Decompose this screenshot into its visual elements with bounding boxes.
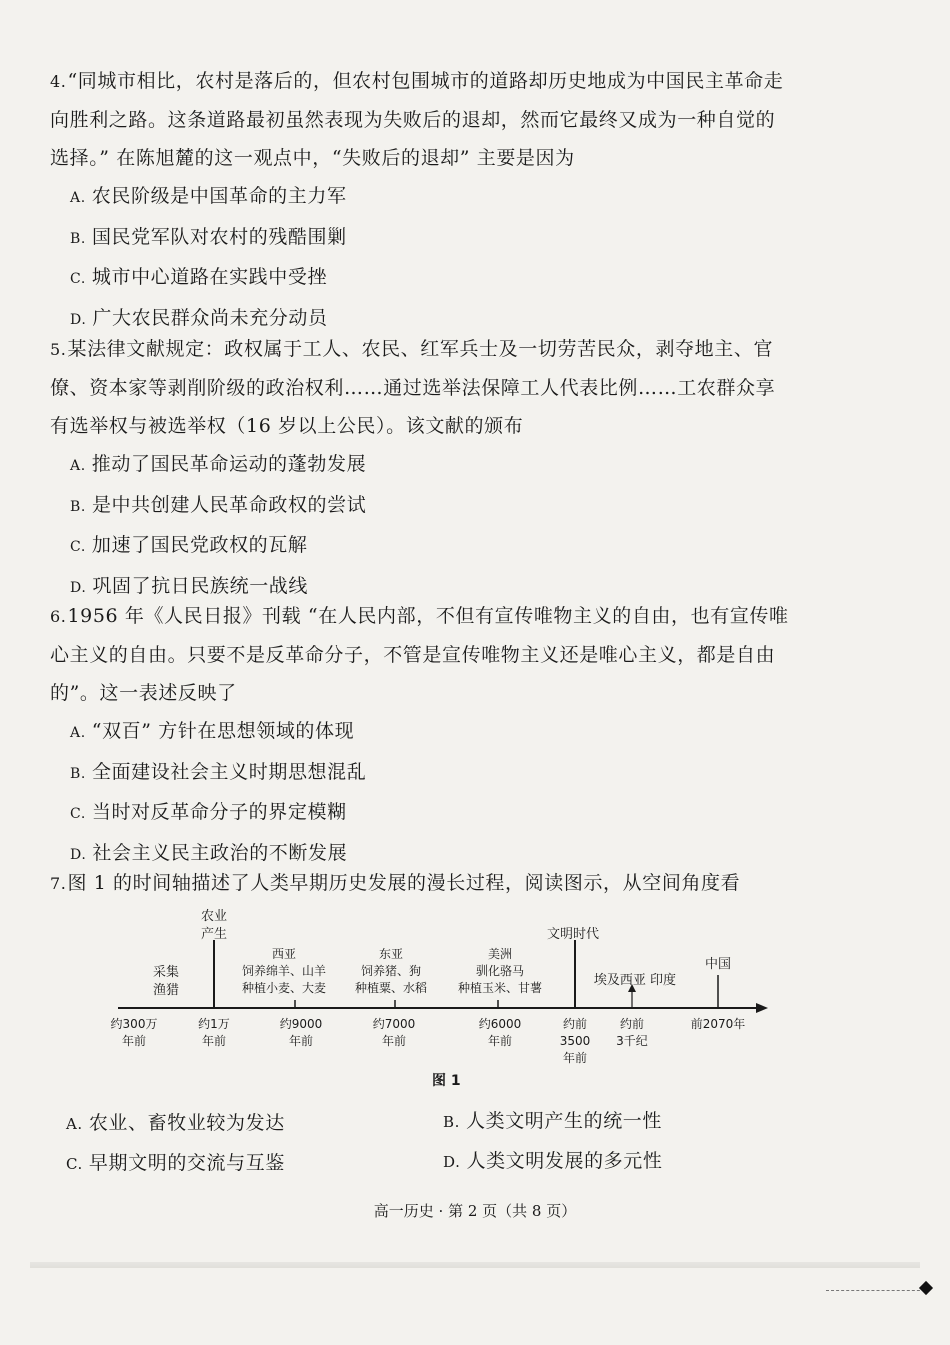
- question-4: [50, 62, 850, 339]
- question-6: [50, 597, 850, 874]
- question-6-stem-line-1: 6.1956 年《人民日报》刊载 “在人民内部，不但有宣传唯物主义的自由，也有宣传唯: [50, 605, 789, 627]
- question-6-option-d: D. 社会主义民主政治的不断发展: [70, 841, 348, 864]
- tick-label-3m-1: 约300万: [110, 1017, 158, 1031]
- label-westasia-3: 种植小麦、大麦: [241, 981, 327, 995]
- label-egypt-westasia-india: 埃及西亚 印度: [593, 973, 677, 988]
- question-6-option-c: C. 当时对反革命分子的界定模糊: [70, 801, 347, 823]
- label-gather-2: 渔猎: [152, 983, 180, 998]
- tick-label-7000-1: 约7000: [372, 1017, 416, 1031]
- question-6-stem-line-2: 心主义的自由。只要不是反革命分子，不管是宣传唯物主义还是唯心主义，都是自由: [50, 644, 776, 666]
- tick-label-3500-2: 3500: [559, 1034, 591, 1048]
- tick-label-9000-2: 年前: [288, 1034, 314, 1048]
- question-6-number: 6.: [50, 607, 67, 626]
- figure-caption: 图 1: [432, 1073, 461, 1089]
- question-4-option-b: B. 国民党军队对农村的残酷围剿: [70, 225, 347, 248]
- timeline-arrow-icon: [756, 1003, 768, 1013]
- question-7-option-c: C. 早期文明的交流与互鉴: [66, 1152, 285, 1174]
- question-4-option-a: A. 农民阶级是中国革命的主力军: [70, 185, 347, 207]
- tick-label-10k-1: 约1万: [198, 1017, 230, 1031]
- tick-label-9000-1: 约9000: [279, 1017, 323, 1031]
- question-4-stem-line-2: 向胜利之路。这条道路最初虽然表现为失败后的退却，然而它最终又成为一种自觉的: [50, 109, 776, 131]
- question-7: [50, 864, 850, 903]
- page-footer: 高一历史 · 第 2 页（共 8 页）: [373, 1202, 577, 1220]
- question-5-option-c: C. 加速了国民党政权的瓦解: [70, 534, 308, 556]
- timeline-figure: [100, 900, 780, 1065]
- question-5-option-b: B. 是中共创建人民革命政权的尝试: [70, 493, 367, 516]
- tick-label-7000-2: 年前: [381, 1034, 407, 1048]
- tick-label-6000-2: 年前: [487, 1034, 513, 1048]
- question-4-option-d: D. 广大农民群众尚未充分动员: [70, 306, 328, 329]
- label-china: 中国: [704, 957, 732, 972]
- label-agri-2: 产生: [200, 927, 228, 942]
- tick-label-3500-1: 约前: [562, 1017, 588, 1031]
- question-5-stem-line-3: 有选举权与被选举权（16 岁以上公民）。该文献的颁布: [50, 415, 524, 437]
- tick-label-10k-2: 年前: [201, 1034, 227, 1048]
- question-7-stem: 7.图 1 的时间轴描述了人类早期历史发展的漫长过程，阅读图示，从空间角度看: [50, 872, 741, 894]
- question-4-option-c: C. 城市中心道路在实践中受挫: [70, 266, 328, 288]
- corner-mark: [826, 1290, 930, 1301]
- label-america-1: 美洲: [487, 947, 513, 961]
- question-4-stem-line-3: 选择。” 在陈旭麓的这一观点中，“失败后的退却” 主要是因为: [50, 147, 575, 169]
- question-4-number: 4.: [50, 72, 67, 91]
- label-agri-1: 农业: [200, 909, 228, 924]
- label-westasia-1: 西亚: [271, 947, 297, 961]
- tick-label-6000-1: 约6000: [478, 1017, 522, 1031]
- label-eastasia-3: 种植粟、水稻: [354, 981, 428, 995]
- tick-label-3m-2: 年前: [121, 1034, 147, 1048]
- question-5-option-a: A. 推动了国民革命运动的蓬勃发展: [70, 453, 367, 475]
- question-7-number: 7.: [50, 874, 67, 893]
- question-7-option-b: B. 人类文明产生的统一性: [443, 1110, 663, 1132]
- tick-label-3rd-2: 3千纪: [616, 1034, 648, 1048]
- label-eastasia-1: 东亚: [378, 947, 404, 961]
- label-eastasia-2: 饲养猪、狗: [360, 964, 422, 978]
- label-america-2: 驯化骆马: [475, 964, 525, 978]
- tick-label-3500-3: 年前: [562, 1051, 588, 1065]
- question-5-option-d: D. 巩固了抗日民族统一战线: [70, 574, 308, 597]
- question-5: [50, 330, 850, 607]
- label-gather-1: 采集: [152, 965, 180, 980]
- question-7-option-a: A. 农业、畜牧业较为发达: [66, 1112, 285, 1134]
- tick-label-2070: 前2070年: [690, 1017, 746, 1031]
- scan-artifact: [30, 1262, 920, 1268]
- question-4-stem-line-1: 4.“同城市相比，农村是落后的，但农村包围城市的道路却历史地成为中国民主革命走: [50, 70, 784, 92]
- question-5-stem-line-1: 5.某法律文献规定：政权属于工人、农民、红军兵士及一切劳苦民众，剥夺地主、官: [50, 338, 774, 360]
- question-5-number: 5.: [50, 340, 67, 359]
- question-5-stem-line-2: 僚、资本家等剥削阶级的政治权利……通过选举法保障工人代表比例……工农群众享: [50, 377, 776, 399]
- label-civilization: 文明时代: [546, 927, 600, 942]
- question-6-option-b: B. 全面建设社会主义时期思想混乱: [70, 760, 367, 783]
- tick-label-3rd-1: 约前: [619, 1017, 645, 1031]
- question-7-option-d: D. 人类文明发展的多元性: [443, 1150, 663, 1172]
- label-westasia-2: 饲养绵羊、山羊: [241, 964, 327, 978]
- question-6-stem-line-3: 的”。这一表述反映了: [50, 682, 237, 704]
- question-6-option-a: A. “双百” 方针在思想领域的体现: [70, 720, 355, 742]
- label-america-3: 种植玉米、甘薯: [457, 981, 543, 995]
